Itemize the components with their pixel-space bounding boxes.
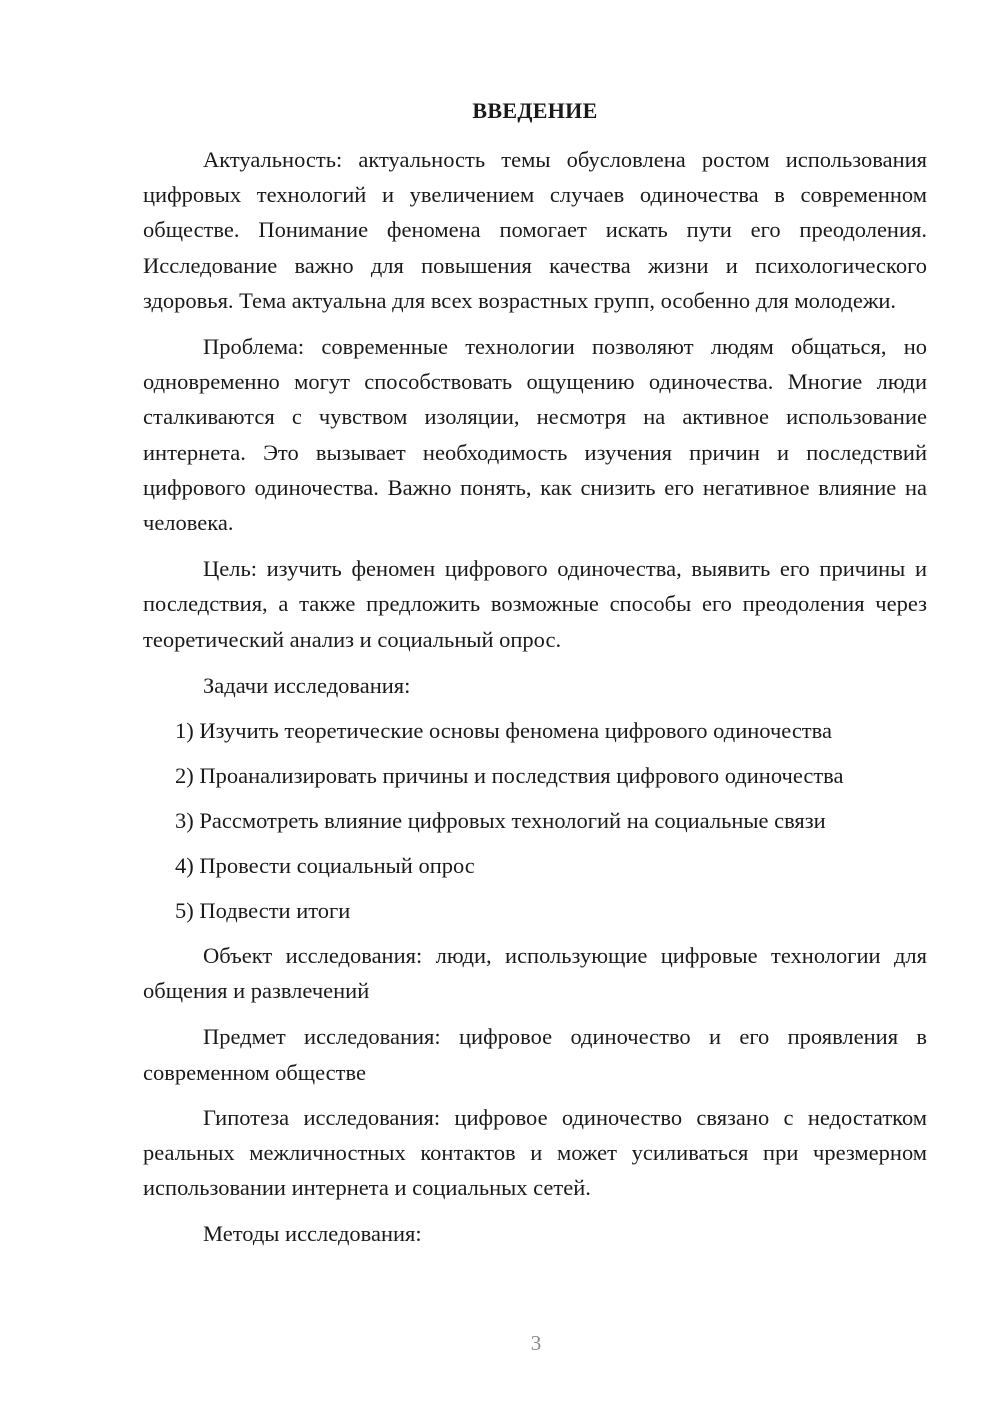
problem-paragraph: Проблема: современные технологии позволяют людям общаться, но одновременно могут способствовать ощущению одиночества. Многие люди сталкиваются с чувством изоляции, несмотря на активное использование интернета. Это вызывает необходимость изучения причин и последствий цифрового одиночества. Важно понять, как снизить его негативное влияние на человека. [143, 334, 927, 536]
task-item-4: 4) Провести социальный опрос [175, 853, 475, 879]
relevance-paragraph: Актуальность: актуальность темы обусловлена ростом использования цифровых технологий и увеличением случаев одиночества в современном обществе. Понимание феномена помогает искать пути его преодоления. Исследование важно для повышения качества жизни и психологического здоровья. Тема актуальна для всех возрастных групп, особенно для молодежи. [143, 147, 927, 313]
task-item-3: 3) Рассмотреть влияние цифровых технологий на социальные связи [175, 808, 826, 834]
task-item-2: 2) Проанализировать причины и последствия цифрового одиночества [175, 763, 844, 789]
task-item-5: 5) Подвести итоги [175, 898, 351, 924]
page-content [143, 93, 927, 1262]
goal-paragraph: Цель: изучить феномен цифрового одиночества, выявить его причины и последствия, а также предложить возможные способы его преодоления через теоретический анализ и социальный опрос. [143, 556, 927, 652]
hypothesis-paragraph: Гипотеза исследования: цифровое одиночество связано с недостатком реальных межличностных контактов и может усиливаться при чрезмерном использовании интернета и социальных сетей. [143, 1104, 927, 1201]
methods-heading: Методы исследования: [203, 1221, 422, 1247]
section-title: ВВЕДЕНИЕ [472, 98, 598, 123]
task-item-1: 1) Изучить теоретические основы феномена цифрового одиночества [175, 718, 832, 744]
subject-paragraph: Предмет исследования: цифровое одиночество и его проявления в современном обществе [143, 1024, 927, 1085]
object-paragraph: Объект исследования: люди, использующие цифровые технологии для общения и развлечений [143, 943, 927, 1004]
tasks-heading: Задачи исследования: [203, 672, 411, 698]
page-number: 3 [530, 1331, 542, 1355]
